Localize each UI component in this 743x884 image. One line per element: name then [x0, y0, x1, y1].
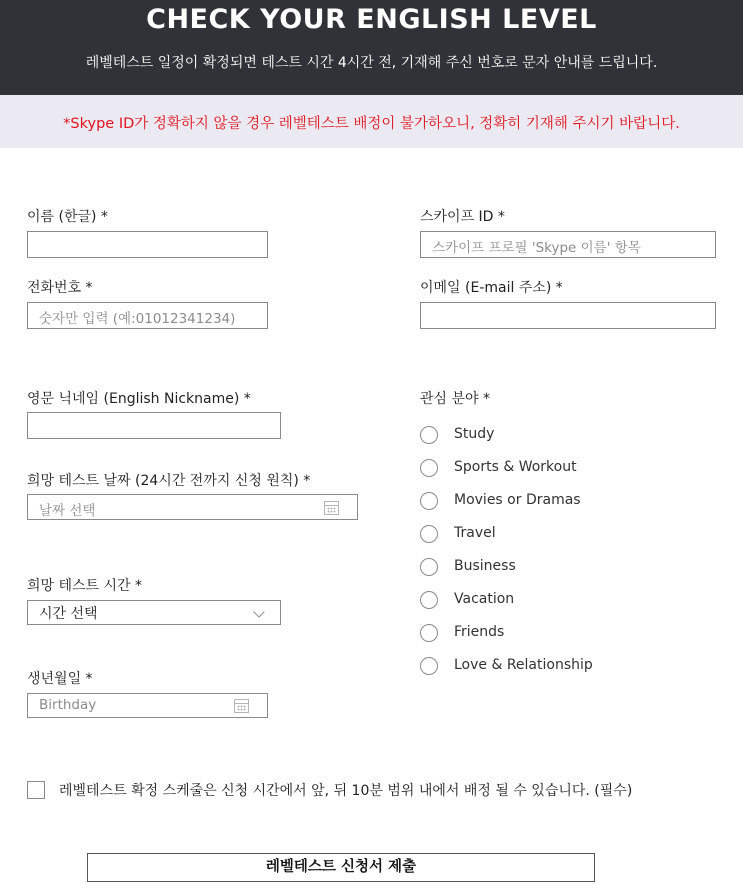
interest-option-movies[interactable] — [420, 491, 720, 513]
name-label: 이름 (한글) * — [27, 209, 108, 225]
nickname-label: 영문 닉네임 (English Nickname) * — [27, 391, 251, 407]
agreement-checkbox[interactable] — [27, 781, 45, 799]
page-subtitle: 레벨테스트 일정이 확정되면 테스트 시간 4시간 전, 기재해 주신 번호로 문자 안내를 드립니다. — [85, 55, 658, 71]
interests-label: 관심 분야 * — [420, 391, 490, 407]
interest-option-vacation[interactable] — [420, 590, 720, 612]
interest-option-label: Business — [454, 558, 516, 574]
test-date-placeholder: 날짜 선택 — [39, 503, 96, 519]
interest-option-travel[interactable] — [420, 524, 720, 546]
test-time-selected: 시간 선택 — [39, 606, 98, 622]
test-date-input[interactable] — [27, 494, 358, 520]
email-input[interactable] — [420, 302, 716, 329]
radio-button[interactable] — [420, 591, 438, 609]
notice-banner — [0, 95, 743, 148]
interest-option-label: Study — [454, 426, 495, 442]
skype-input[interactable] — [420, 231, 716, 258]
skype-label: 스카이프 ID * — [420, 209, 505, 225]
submit-button[interactable]: 레벨테스트 신청서 제출 — [87, 853, 595, 882]
interest-option-label: Friends — [454, 624, 505, 640]
test-date-label: 희망 테스트 날짜 (24시간 전까지 신청 원칙) * — [27, 473, 311, 489]
skype-placeholder: 스카이프 프로필 'Skype 이름' 항목 — [432, 240, 641, 256]
radio-button[interactable] — [420, 657, 438, 675]
interest-option-study[interactable] — [420, 425, 720, 447]
interest-option-business[interactable] — [420, 557, 720, 579]
page-title: CHECK YOUR ENGLISH LEVEL — [146, 4, 597, 35]
calendar-icon[interactable] — [324, 501, 339, 515]
notice-text: *Skype ID가 정확하지 않을 경우 레벨테스트 배정이 불가하오니, 정확히 기재해 주시기 바랍니다. — [63, 116, 680, 132]
radio-button[interactable] — [420, 426, 438, 444]
radio-button[interactable] — [420, 624, 438, 642]
radio-button[interactable] — [420, 492, 438, 510]
interest-option-label: Travel — [454, 525, 496, 541]
phone-label: 전화번호 * — [27, 280, 93, 296]
radio-button[interactable] — [420, 459, 438, 477]
agreement-label: 레벨테스트 확정 스케줄은 신청 시간에서 앞, 뒤 10분 범위 내에서 배정 될 수 있습니다. (필수) — [59, 783, 633, 799]
birthday-placeholder: Birthday — [39, 697, 97, 713]
page-header — [0, 0, 743, 95]
phone-input[interactable] — [27, 302, 268, 329]
radio-button[interactable] — [420, 525, 438, 543]
chevron-down-icon — [253, 606, 264, 617]
interest-option-label: Vacation — [454, 591, 515, 607]
radio-button[interactable] — [420, 558, 438, 576]
phone-placeholder: 숫자만 입력 (예:01012341234) — [39, 311, 236, 327]
calendar-icon[interactable] — [234, 699, 249, 713]
interest-option-label: Love & Relationship — [454, 657, 593, 673]
name-input[interactable] — [27, 231, 268, 258]
birthday-input[interactable] — [27, 693, 268, 718]
interest-option-label: Movies or Dramas — [454, 492, 581, 508]
test-time-select[interactable] — [27, 600, 281, 625]
interest-option-sports[interactable] — [420, 458, 720, 480]
email-label: 이메일 (E-mail 주소) * — [420, 280, 563, 296]
test-time-label: 희망 테스트 시간 * — [27, 578, 143, 594]
birthday-label: 생년월일 * — [27, 671, 93, 687]
interest-option-label: Sports & Workout — [454, 459, 577, 475]
nickname-input[interactable] — [27, 412, 281, 439]
interest-option-friends[interactable] — [420, 623, 720, 645]
interest-option-love[interactable] — [420, 656, 720, 678]
